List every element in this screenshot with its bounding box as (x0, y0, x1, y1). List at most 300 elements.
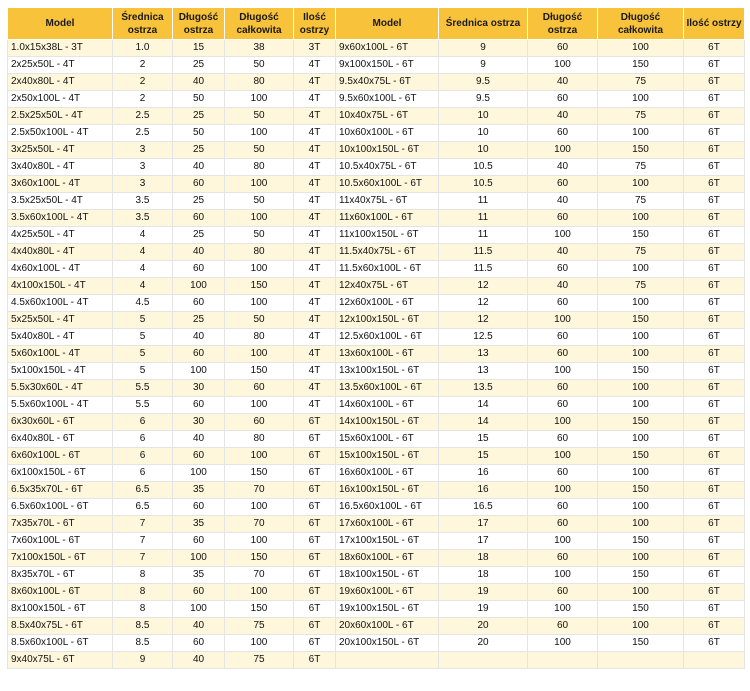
cell-flutes: 6T (684, 329, 745, 346)
table-row (8, 516, 745, 533)
cell-total-length: 100 (598, 550, 684, 567)
cell-total-length: 75 (598, 74, 684, 91)
cell-diameter: 13 (439, 346, 528, 363)
cell-flutes: 6T (684, 482, 745, 499)
cell-blade-length: 40 (173, 74, 225, 91)
table-header-row (8, 8, 745, 40)
cell-diameter: 10 (439, 108, 528, 125)
cell-flutes: 4T (294, 142, 336, 159)
table-row (8, 618, 745, 635)
cell-model: 6x100x150L - 6T (8, 465, 113, 482)
cell-total-length: 100 (598, 176, 684, 193)
cell-model: 9x100x150L - 6T (336, 57, 439, 74)
cell-blade-length: 40 (173, 652, 225, 669)
cell-model: 6x30x60L - 6T (8, 414, 113, 431)
cell-model: 16.5x60x100L - 6T (336, 499, 439, 516)
cell-flutes: 4T (294, 380, 336, 397)
cell-blade-length: 60 (173, 210, 225, 227)
table-row (8, 363, 745, 380)
cell-total-length: 60 (225, 414, 294, 431)
cell-blade-length: 100 (173, 601, 225, 618)
header-blade-length: Długość ostrza (528, 8, 598, 40)
product-table-container (7, 7, 745, 669)
cell-flutes: 6T (684, 499, 745, 516)
cell-model: 12x100x150L - 6T (336, 312, 439, 329)
cell-blade-length: 60 (528, 584, 598, 601)
cell-blade-length: 50 (173, 91, 225, 108)
cell-total-length: 100 (598, 210, 684, 227)
cell-total-length: 150 (598, 533, 684, 550)
cell-total-length: 150 (598, 567, 684, 584)
cell-total-length: 75 (598, 278, 684, 295)
cell-flutes: 6T (684, 159, 745, 176)
cell-flutes (684, 652, 745, 669)
cell-model: 13x100x150L - 6T (336, 363, 439, 380)
cell-blade-length: 35 (173, 516, 225, 533)
table-row (8, 448, 745, 465)
cell-blade-length: 100 (528, 227, 598, 244)
cell-total-length: 150 (598, 312, 684, 329)
cell-flutes: 6T (294, 584, 336, 601)
cell-total-length: 50 (225, 193, 294, 210)
cell-diameter: 6 (113, 431, 173, 448)
table-row (8, 193, 745, 210)
cell-diameter: 15 (439, 448, 528, 465)
cell-model: 2.5x50x100L - 4T (8, 125, 113, 142)
cell-blade-length: 25 (173, 108, 225, 125)
cell-blade-length: 40 (528, 193, 598, 210)
cell-flutes: 6T (684, 108, 745, 125)
cell-total-length: 80 (225, 431, 294, 448)
cell-model: 5x40x80L - 4T (8, 329, 113, 346)
cell-model: 16x100x150L - 6T (336, 482, 439, 499)
cell-blade-length: 40 (528, 108, 598, 125)
table-row (8, 108, 745, 125)
cell-total-length: 100 (598, 91, 684, 108)
cell-model (336, 652, 439, 669)
cell-diameter: 6.5 (113, 482, 173, 499)
cell-total-length: 100 (598, 329, 684, 346)
cell-total-length: 100 (225, 176, 294, 193)
table-row (8, 533, 745, 550)
cell-blade-length: 100 (173, 550, 225, 567)
cell-flutes: 6T (684, 380, 745, 397)
table-row (8, 397, 745, 414)
cell-diameter: 3.5 (113, 193, 173, 210)
cell-diameter: 20 (439, 635, 528, 652)
header-total-length: Długość całkowita (598, 8, 684, 40)
cell-model: 3x60x100L - 4T (8, 176, 113, 193)
cell-blade-length: 60 (528, 550, 598, 567)
cell-model: 10x40x75L - 6T (336, 108, 439, 125)
cell-flutes: 6T (684, 210, 745, 227)
cell-flutes: 6T (294, 516, 336, 533)
cell-total-length: 80 (225, 329, 294, 346)
table-row (8, 652, 745, 669)
table-row (8, 550, 745, 567)
table-row (8, 431, 745, 448)
cell-flutes: 6T (684, 278, 745, 295)
cell-model: 18x100x150L - 6T (336, 567, 439, 584)
cell-model: 14x60x100L - 6T (336, 397, 439, 414)
cell-blade-length (528, 652, 598, 669)
cell-diameter: 8 (113, 601, 173, 618)
cell-flutes: 6T (684, 414, 745, 431)
cell-total-length: 100 (598, 295, 684, 312)
cell-flutes: 6T (684, 125, 745, 142)
cell-flutes: 6T (684, 567, 745, 584)
cell-blade-length: 100 (528, 414, 598, 431)
cell-flutes: 4T (294, 329, 336, 346)
cell-diameter: 13.5 (439, 380, 528, 397)
cell-model: 8x35x70L - 6T (8, 567, 113, 584)
table-row (8, 159, 745, 176)
cell-total-length: 100 (225, 499, 294, 516)
table-row (8, 499, 745, 516)
cell-model: 10.5x60x100L - 6T (336, 176, 439, 193)
cell-flutes: 6T (684, 295, 745, 312)
cell-blade-length: 100 (528, 635, 598, 652)
cell-flutes: 4T (294, 57, 336, 74)
cell-total-length: 150 (225, 550, 294, 567)
cell-model: 4x40x80L - 4T (8, 244, 113, 261)
cell-flutes: 4T (294, 176, 336, 193)
cell-total-length: 150 (598, 448, 684, 465)
cell-blade-length: 25 (173, 142, 225, 159)
cell-flutes: 6T (684, 448, 745, 465)
table-row (8, 584, 745, 601)
cell-diameter: 14 (439, 414, 528, 431)
table-body (8, 40, 745, 669)
cell-flutes: 6T (294, 414, 336, 431)
cell-model: 19x60x100L - 6T (336, 584, 439, 601)
cell-flutes: 6T (684, 516, 745, 533)
cell-diameter: 12 (439, 295, 528, 312)
cell-diameter: 17 (439, 516, 528, 533)
cell-diameter: 7 (113, 550, 173, 567)
cell-model: 10x60x100L - 6T (336, 125, 439, 142)
table-row (8, 91, 745, 108)
cell-model: 19x100x150L - 6T (336, 601, 439, 618)
cell-diameter: 11 (439, 193, 528, 210)
cell-diameter: 4 (113, 244, 173, 261)
cell-diameter: 18 (439, 550, 528, 567)
cell-flutes: 4T (294, 278, 336, 295)
cell-total-length: 50 (225, 227, 294, 244)
cell-total-length: 150 (225, 601, 294, 618)
cell-model: 5.5x60x100L - 4T (8, 397, 113, 414)
cell-model: 9.5x40x75L - 6T (336, 74, 439, 91)
cell-total-length: 100 (225, 295, 294, 312)
cell-diameter: 12 (439, 278, 528, 295)
table-row (8, 176, 745, 193)
table-row (8, 210, 745, 227)
cell-total-length: 100 (598, 397, 684, 414)
cell-total-length: 70 (225, 482, 294, 499)
cell-blade-length: 60 (528, 210, 598, 227)
cell-flutes: 6T (684, 261, 745, 278)
cell-blade-length: 40 (528, 278, 598, 295)
cell-total-length: 100 (598, 431, 684, 448)
cell-total-length: 150 (598, 227, 684, 244)
cell-flutes: 6T (684, 176, 745, 193)
cell-blade-length: 35 (173, 482, 225, 499)
cell-flutes: 4T (294, 397, 336, 414)
cell-blade-length: 100 (528, 533, 598, 550)
cell-diameter (439, 652, 528, 669)
cell-total-length: 150 (598, 635, 684, 652)
cell-model: 4x100x150L - 4T (8, 278, 113, 295)
cell-diameter: 9 (439, 57, 528, 74)
cell-flutes: 6T (684, 193, 745, 210)
cell-blade-length: 100 (173, 363, 225, 380)
cell-model: 15x100x150L - 6T (336, 448, 439, 465)
cell-flutes: 6T (684, 635, 745, 652)
cell-diameter: 9.5 (439, 74, 528, 91)
cell-diameter: 5 (113, 312, 173, 329)
cell-model: 5x25x50L - 4T (8, 312, 113, 329)
cell-diameter: 5 (113, 329, 173, 346)
cell-flutes: 4T (294, 91, 336, 108)
cell-flutes: 6T (684, 550, 745, 567)
cell-diameter: 9.5 (439, 91, 528, 108)
cell-total-length: 50 (225, 57, 294, 74)
cell-blade-length: 100 (173, 278, 225, 295)
cell-diameter: 5 (113, 363, 173, 380)
cell-flutes: 4T (294, 346, 336, 363)
cell-blade-length: 60 (528, 295, 598, 312)
cell-total-length: 100 (225, 635, 294, 652)
cell-blade-length: 60 (528, 91, 598, 108)
header-total-length: Długość całkowita (225, 8, 294, 40)
cell-total-length: 100 (225, 533, 294, 550)
cell-flutes: 6T (294, 499, 336, 516)
cell-model: 6.5x60x100L - 6T (8, 499, 113, 516)
cell-flutes: 6T (684, 431, 745, 448)
cell-flutes: 4T (294, 108, 336, 125)
table-row (8, 57, 745, 74)
cell-blade-length: 60 (173, 295, 225, 312)
cell-blade-length: 60 (528, 431, 598, 448)
cell-model: 9.5x60x100L - 6T (336, 91, 439, 108)
cell-flutes: 6T (294, 482, 336, 499)
cell-diameter: 7 (113, 533, 173, 550)
cell-blade-length: 40 (173, 329, 225, 346)
table-row (8, 380, 745, 397)
cell-model: 12x40x75L - 6T (336, 278, 439, 295)
cell-total-length: 80 (225, 74, 294, 91)
cell-diameter: 2.5 (113, 108, 173, 125)
cell-model: 8.5x60x100L - 6T (8, 635, 113, 652)
cell-model: 6.5x35x70L - 6T (8, 482, 113, 499)
cell-blade-length: 60 (173, 176, 225, 193)
cell-diameter: 4 (113, 261, 173, 278)
cell-diameter: 6 (113, 414, 173, 431)
cell-model: 14x100x150L - 6T (336, 414, 439, 431)
cell-diameter: 12 (439, 312, 528, 329)
cell-diameter: 11.5 (439, 261, 528, 278)
cell-diameter: 20 (439, 618, 528, 635)
cell-model: 4.5x60x100L - 4T (8, 295, 113, 312)
cell-flutes: 6T (684, 601, 745, 618)
cell-diameter: 9 (113, 652, 173, 669)
cell-diameter: 3 (113, 142, 173, 159)
cell-flutes: 4T (294, 295, 336, 312)
cell-total-length: 100 (598, 499, 684, 516)
cell-total-length: 50 (225, 312, 294, 329)
table-row (8, 125, 745, 142)
cell-diameter: 2 (113, 91, 173, 108)
cell-total-length: 100 (598, 465, 684, 482)
cell-model: 2x50x100L - 4T (8, 91, 113, 108)
cell-flutes: 4T (294, 261, 336, 278)
cell-diameter: 3 (113, 176, 173, 193)
table-row (8, 40, 745, 57)
cell-model: 3.5x60x100L - 4T (8, 210, 113, 227)
cell-total-length: 100 (225, 448, 294, 465)
cell-diameter: 9 (439, 40, 528, 57)
cell-model: 11.5x40x75L - 6T (336, 244, 439, 261)
cell-total-length (598, 652, 684, 669)
product-table (7, 7, 745, 669)
cell-total-length: 70 (225, 516, 294, 533)
cell-blade-length: 60 (528, 516, 598, 533)
cell-diameter: 19 (439, 584, 528, 601)
cell-blade-length: 100 (528, 482, 598, 499)
cell-blade-length: 50 (173, 125, 225, 142)
header-blade-length: Długość ostrza (173, 8, 225, 40)
cell-model: 12x60x100L - 6T (336, 295, 439, 312)
cell-blade-length: 100 (528, 312, 598, 329)
cell-blade-length: 60 (528, 261, 598, 278)
cell-diameter: 10.5 (439, 176, 528, 193)
cell-diameter: 13 (439, 363, 528, 380)
cell-model: 8x100x150L - 6T (8, 601, 113, 618)
cell-diameter: 3 (113, 159, 173, 176)
cell-blade-length: 40 (173, 431, 225, 448)
cell-flutes: 4T (294, 159, 336, 176)
cell-total-length: 100 (225, 125, 294, 142)
cell-blade-length: 35 (173, 567, 225, 584)
cell-flutes: 6T (684, 618, 745, 635)
cell-blade-length: 60 (528, 40, 598, 57)
cell-total-length: 150 (225, 278, 294, 295)
cell-flutes: 6T (684, 397, 745, 414)
cell-total-length: 80 (225, 159, 294, 176)
cell-blade-length: 25 (173, 193, 225, 210)
cell-blade-length: 60 (173, 635, 225, 652)
table-row (8, 74, 745, 91)
cell-total-length: 150 (598, 142, 684, 159)
cell-flutes: 4T (294, 210, 336, 227)
cell-diameter: 1.0 (113, 40, 173, 57)
cell-flutes: 4T (294, 363, 336, 380)
cell-total-length: 100 (598, 516, 684, 533)
cell-diameter: 19 (439, 601, 528, 618)
cell-blade-length: 25 (173, 227, 225, 244)
cell-model: 8.5x40x75L - 6T (8, 618, 113, 635)
cell-blade-length: 60 (528, 380, 598, 397)
cell-flutes: 4T (294, 125, 336, 142)
cell-total-length: 100 (225, 261, 294, 278)
cell-model: 10.5x40x75L - 6T (336, 159, 439, 176)
cell-flutes: 6T (684, 584, 745, 601)
cell-total-length: 75 (598, 193, 684, 210)
cell-model: 4x60x100L - 4T (8, 261, 113, 278)
cell-model: 8x60x100L - 6T (8, 584, 113, 601)
cell-model: 5.5x30x60L - 4T (8, 380, 113, 397)
cell-blade-length: 15 (173, 40, 225, 57)
cell-blade-length: 60 (173, 448, 225, 465)
cell-blade-length: 60 (173, 533, 225, 550)
cell-blade-length: 30 (173, 380, 225, 397)
cell-model: 2x40x80L - 4T (8, 74, 113, 91)
table-row (8, 567, 745, 584)
table-row (8, 482, 745, 499)
cell-blade-length: 60 (173, 584, 225, 601)
cell-blade-length: 100 (528, 601, 598, 618)
cell-diameter: 11 (439, 210, 528, 227)
cell-model: 12.5x60x100L - 6T (336, 329, 439, 346)
cell-diameter: 16.5 (439, 499, 528, 516)
cell-flutes: 6T (684, 346, 745, 363)
cell-total-length: 150 (598, 414, 684, 431)
cell-model: 11.5x60x100L - 6T (336, 261, 439, 278)
cell-diameter: 10 (439, 142, 528, 159)
header-diameter: Średnica ostrza (113, 8, 173, 40)
table-row (8, 329, 745, 346)
cell-diameter: 10.5 (439, 159, 528, 176)
cell-model: 11x60x100L - 6T (336, 210, 439, 227)
cell-blade-length: 60 (528, 499, 598, 516)
cell-flutes: 6T (684, 40, 745, 57)
cell-flutes: 6T (294, 431, 336, 448)
cell-model: 18x60x100L - 6T (336, 550, 439, 567)
cell-flutes: 6T (684, 57, 745, 74)
cell-model: 9x60x100L - 6T (336, 40, 439, 57)
cell-blade-length: 30 (173, 414, 225, 431)
cell-model: 4x25x50L - 4T (8, 227, 113, 244)
cell-model: 13x60x100L - 6T (336, 346, 439, 363)
cell-flutes: 3T (294, 40, 336, 57)
cell-total-length: 75 (598, 159, 684, 176)
cell-model: 11x100x150L - 6T (336, 227, 439, 244)
cell-flutes: 6T (684, 533, 745, 550)
table-row (8, 295, 745, 312)
cell-blade-length: 100 (528, 363, 598, 380)
cell-diameter: 14 (439, 397, 528, 414)
cell-total-length: 50 (225, 108, 294, 125)
cell-flutes: 6T (684, 142, 745, 159)
cell-model: 13.5x60x100L - 6T (336, 380, 439, 397)
cell-flutes: 4T (294, 312, 336, 329)
cell-flutes: 4T (294, 193, 336, 210)
cell-total-length: 60 (225, 380, 294, 397)
cell-flutes: 4T (294, 74, 336, 91)
cell-diameter: 15 (439, 431, 528, 448)
table-row (8, 227, 745, 244)
cell-blade-length: 100 (528, 142, 598, 159)
cell-diameter: 16 (439, 482, 528, 499)
cell-blade-length: 100 (528, 57, 598, 74)
cell-model: 3x25x50L - 4T (8, 142, 113, 159)
cell-total-length: 100 (598, 40, 684, 57)
cell-blade-length: 100 (528, 448, 598, 465)
cell-total-length: 70 (225, 567, 294, 584)
cell-diameter: 8 (113, 567, 173, 584)
cell-diameter: 6 (113, 465, 173, 482)
cell-total-length: 75 (225, 652, 294, 669)
